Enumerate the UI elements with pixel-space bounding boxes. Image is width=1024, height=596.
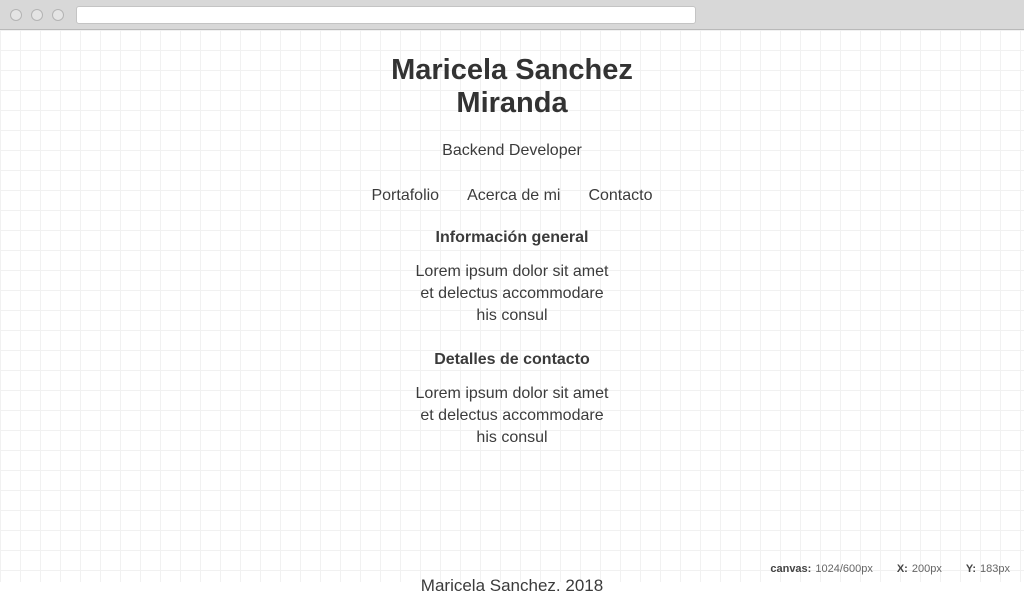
status-pointer-y xyxy=(954,556,1022,582)
section-heading: Detalles de contacto xyxy=(434,351,590,368)
section-heading: Información general xyxy=(435,229,589,246)
zoom-dot-icon[interactable] xyxy=(52,9,64,21)
page-subtitle: Backend Developer xyxy=(442,142,582,159)
section-body: Lorem ipsum dolor sit amet et delectus accommodare his consul xyxy=(415,385,609,446)
status-y-value: 183px xyxy=(980,563,1010,575)
section-body: Lorem ipsum dolor sit amet et delectus accommodare his consul xyxy=(415,263,609,324)
status-canvas-value: 1024/600px xyxy=(815,563,873,575)
nav-item-acerca-de-mi[interactable]: Acerca de mi xyxy=(467,187,561,204)
section-detalles-de-contacto xyxy=(0,351,1024,449)
close-dot-icon[interactable] xyxy=(10,9,22,21)
status-bar xyxy=(758,556,1024,582)
address-bar[interactable] xyxy=(76,6,696,24)
status-canvas-size xyxy=(758,556,884,582)
status-pointer-x xyxy=(885,556,954,582)
window-controls xyxy=(10,9,64,21)
nav-item-portafolio[interactable]: Portafolio xyxy=(371,187,440,204)
status-x-value: 200px xyxy=(911,563,942,575)
main-nav xyxy=(0,160,1024,205)
status-x-label: X: xyxy=(896,563,908,575)
status-y-label: Y: xyxy=(965,563,977,575)
minimize-dot-icon[interactable] xyxy=(31,9,43,21)
status-canvas-label: canvas: xyxy=(770,563,812,575)
browser-chrome xyxy=(0,0,1024,30)
page-title: Maricela Sanchez Miranda xyxy=(391,54,633,119)
design-canvas[interactable] xyxy=(0,30,1024,595)
nav-item-contacto[interactable]: Contacto xyxy=(588,187,653,204)
page-footer: Maricela Sanchez. 2018 xyxy=(420,576,604,595)
page-content xyxy=(0,30,1024,449)
section-informacion-general xyxy=(0,229,1024,327)
